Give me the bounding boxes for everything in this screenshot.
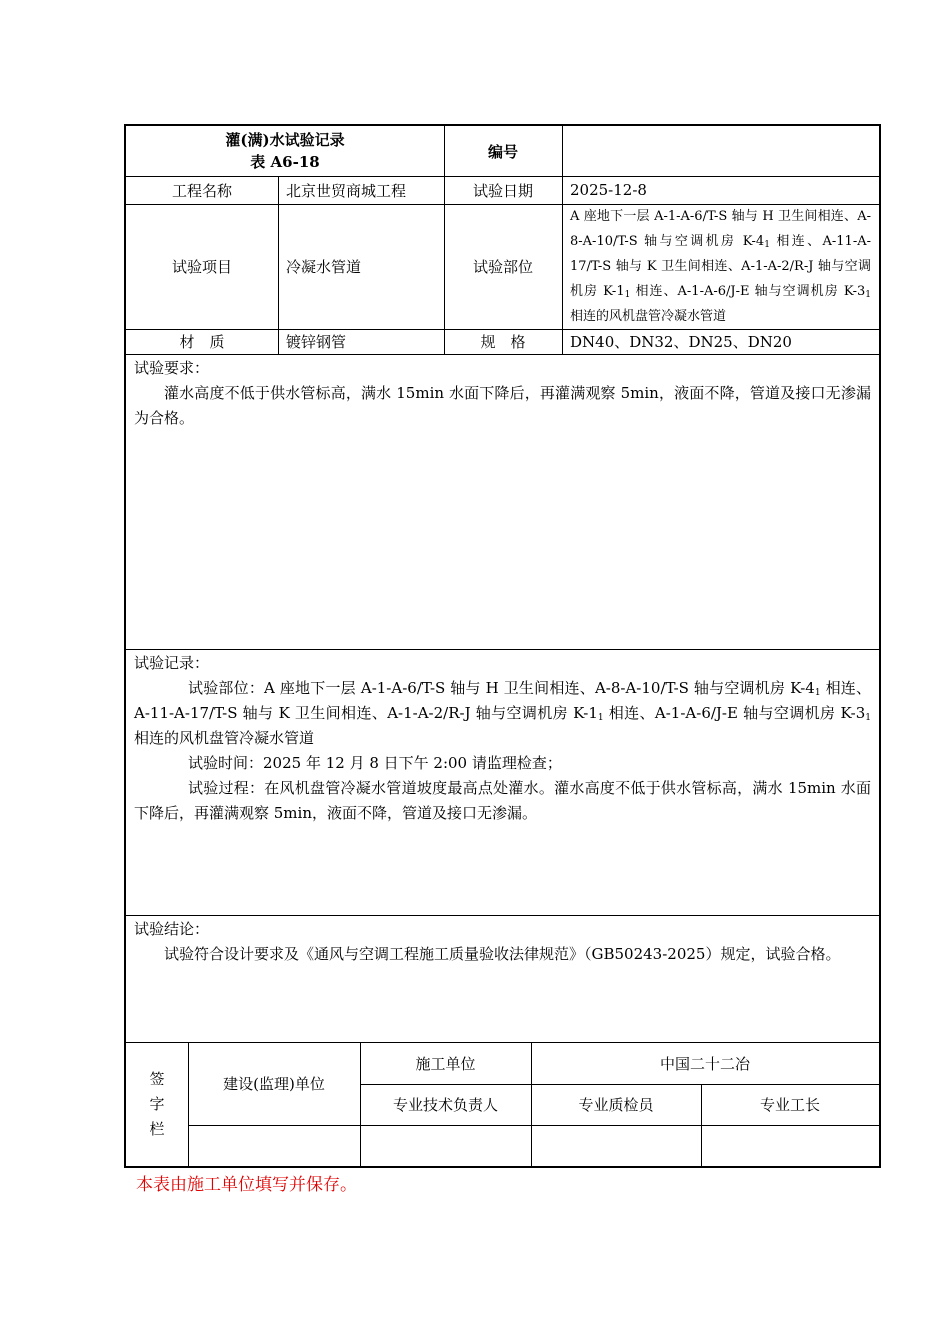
spec-value: DN40、DN32、DN25、DN20 <box>570 333 792 351</box>
test-record-form <box>124 124 881 1168</box>
test-item-value: 冷凝水管道 <box>286 258 362 276</box>
test-date-value: 2025-12-8 <box>570 181 647 199</box>
tech-lead-label: 专业技术负责人 <box>392 1096 498 1114</box>
requirements-section <box>134 356 871 431</box>
foreman-label: 专业工长 <box>759 1096 820 1114</box>
form-title: 灌(满)水试验记录 <box>225 131 345 149</box>
spec-label: 规 格 <box>480 333 526 351</box>
number-label: 编号 <box>487 142 518 161</box>
footnote: 本表由施工单位填写并保存。 <box>136 1175 357 1195</box>
record-process: 试验过程：在风机盘管冷凝水管道坡度最高点处灌水。灌水高度不低于供水管标高，满水 15min 水面下降后，再灌满观察 5min，液面不降，管道及接口无渗漏。 <box>134 779 871 822</box>
row-divider <box>126 649 879 650</box>
record-section <box>134 651 871 826</box>
record-location: 试验部位：A 座地下一层 A-1-A-6/T-S 轴与 H 卫生间相连、A-8-A-10/T-S 轴与空调机房 $K-4_1$ 相连、A-11-A-17/T-S 轴与 K 卫生间相连、A-1-A-2/R-J 轴与空调机房 $K-1_1$ 相连、A-1-A-6/J-E 轴与空调机房 $K-3_1$ 相连的风机盘管冷凝水管道 <box>134 679 871 747</box>
conclusion-label: 试验结论： <box>134 920 210 938</box>
row-divider <box>126 915 879 916</box>
test-item-label: 试验项目 <box>171 258 232 276</box>
foreman-signature-field[interactable] <box>701 1125 879 1166</box>
project-name-value: 北京世贸商城工程 <box>286 181 407 200</box>
requirements-label: 试验要求： <box>134 359 210 377</box>
quality-inspector-label: 专业质检员 <box>578 1096 654 1114</box>
material-label: 材 质 <box>179 333 225 351</box>
material-value: 镀锌钢管 <box>286 333 347 351</box>
test-location-label: 试验部位 <box>472 258 533 276</box>
number-value <box>562 126 879 176</box>
supervisor-unit-label: 建设(监理)单位 <box>223 1075 325 1093</box>
tech-lead-signature-field[interactable] <box>360 1125 531 1166</box>
requirements-text: 灌水高度不低于供水管标高，满水 15min 水面下降后，再灌满观察 5min，液面不降，管道及接口无渗漏为合格。 <box>134 384 871 427</box>
form-title-block <box>126 126 444 176</box>
construction-unit-label: 施工单位 <box>415 1054 476 1073</box>
signature-section-label: 签字栏 <box>149 1069 165 1138</box>
test-date-label: 试验日期 <box>472 181 533 200</box>
project-name-label: 工程名称 <box>171 181 232 200</box>
row-divider <box>126 354 879 355</box>
record-label: 试验记录： <box>134 654 210 672</box>
form-code: 表 A6-18 <box>250 153 320 171</box>
record-time: 试验时间：2025 年 12 月 8 日下午 2:00 请监理检查； <box>188 754 562 772</box>
conclusion-section <box>134 917 871 967</box>
supervisor-signature-field[interactable] <box>188 1125 360 1166</box>
quality-inspector-signature-field[interactable] <box>531 1125 701 1166</box>
conclusion-text: 试验符合设计要求及《通风与空调工程施工质量验收法律规范》（GB50243-2025）规定，试验合格。 <box>164 945 841 963</box>
test-location-value: A 座地下一层 A-1-A-6/T-S 轴与 H 卫生间相连、A-8-A-10/T-S 轴与空调机房 $K-4_1$ 相连、A-11-A-17/T-S 轴与 K 卫生间相连、A-1-A-2/R-J 轴与空调机房 $K-1_1$ 相连、A-1-A-6/J-E 轴与空调机房 $K-3_1$ 相连的风机盘管冷凝水管道 <box>570 209 872 324</box>
construction-unit-value: 中国二十二冶 <box>659 1054 750 1073</box>
